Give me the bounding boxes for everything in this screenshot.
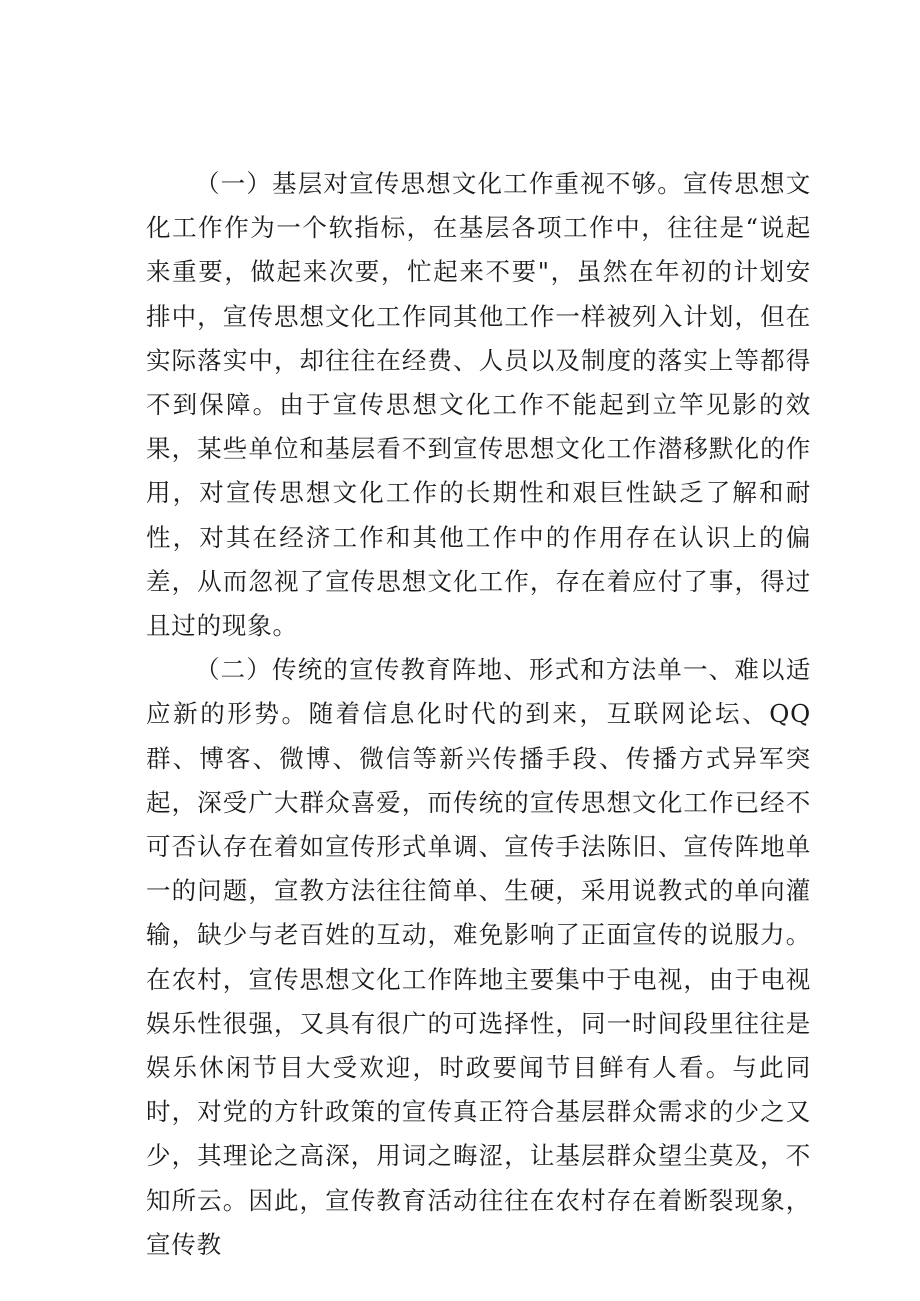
paragraph-1: （一）基层对宣传思想文化工作重视不够。宣传思想文化工作作为一个软指标，在基层各项工作中，往往是“说起来重要，做起来次要，忙起来不要"，虽然在年初的计划安排中，宣传思想文化工作同其他工作一样被列入计划，但在实际落实中，却往往在经费、人员以及制度的落实上等都得不到保障。由于宣传思想文化工作不能起到立竿见影的效果，某些单位和基层看不到宣传思想文化工作潜移默化的作用，对宣传思想文化工作的长期性和艰巨性缺乏了解和耐性，对其在经济工作和其他工作中的作用存在认识上的偏差，从而忽视了宣传思想文化工作，存在着应付了事，得过且过的现象。 — [146, 169, 811, 641]
paragraph-2: （二）传统的宣传教育阵地、形式和方法单一、难以适应新的形势。随着信息化时代的到来，互联网论坛、QQ群、博客、微博、微信等新兴传播手段、传播方式异军突起，深受广大群众喜爱，而传统的宣传思想文化工作已经不可否认存在着如宣传形式单调、宣传手法陈旧、宣传阵地单一的问题，宣教方法往往简单、生硬，采用说教式的单向灌输，缺少与老百姓的互动，难免影响了正面宣传的说服力。在农村，宣传思想文化工作阵地主要集中于电视，由于电视娱乐性很强，又具有很广的可选择性，同一时间段里往往是娱乐休闲节目大受欢迎，时政要闻节目鲜有人看。与此同时，对党的方针政策的宣传真正符合基层群众需求的少之又少，其理论之高深，用词之晦涩，让基层群众望尘莫及，不知所云。因此，宣传教育活动往往在农村存在着断裂现象，宣传教 — [146, 655, 811, 1259]
document-body — [146, 162, 811, 1267]
